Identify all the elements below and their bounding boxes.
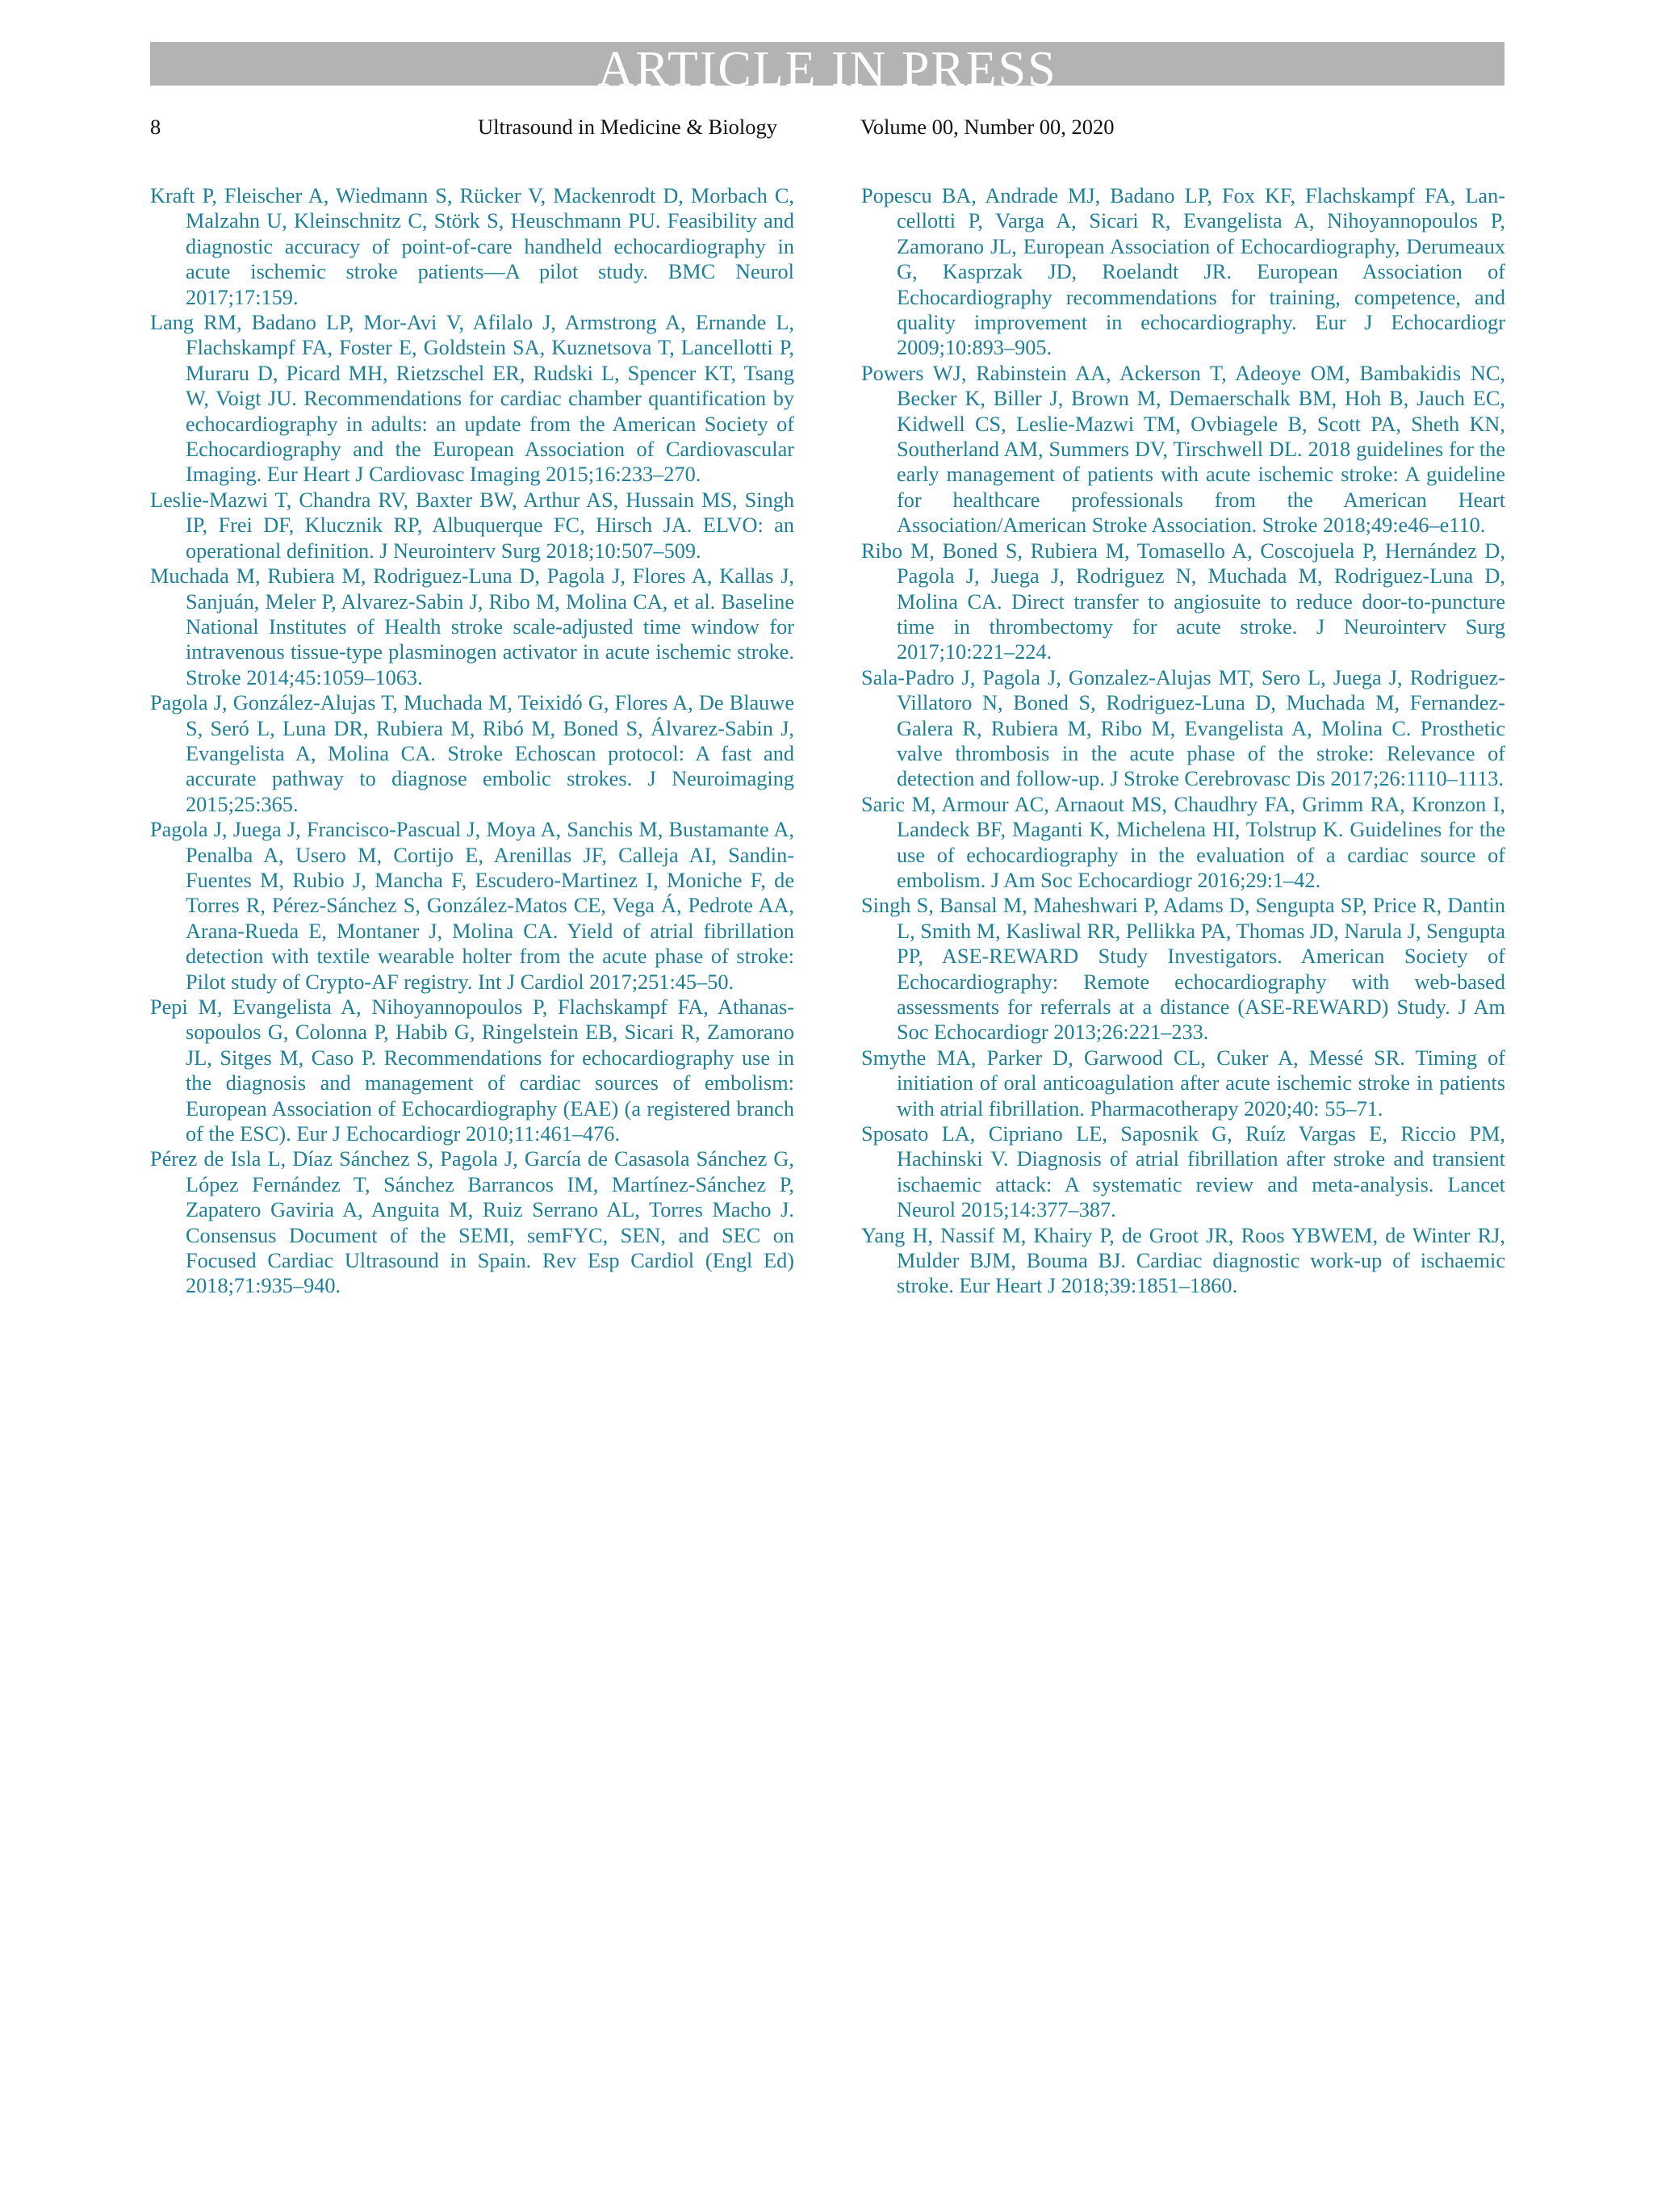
reference-powers-2018[interactable]: Powers WJ, Rabinstein AA, Ackerson T, Adeoye OM, Bambakidis NC, Becker K, Biller J, Brown M, Demaerschalk BM, Hoh B, Jauch EC, Kidwell CS, Leslie-Mazwi TM, Ovbiagele B, Scott PA, Sheth KN, Southerland AM, Summers DV, Tirschwell DL. 2018 guidelines for the early management of patients with acute ischemic stroke: A guideline for healthcare professionals from the American Heart Association/American Stroke Association. Stroke 2018;49:e46–e110. (861, 361, 1505, 538)
article-in-press-banner: ARTICLE IN PRESS (150, 42, 1504, 86)
reference-muchada-2014[interactable]: Muchada M, Rubiera M, Rodriguez-Luna D, Pagola J, Flores A, Kallas J, Sanjuán, Meler P, Alvarez-Sabin J, Ribo M, Molina CA, et al. Baseline National Institutes of Health stroke scale-adjusted time window for intravenous tissue-type plasminogen activator in acute ischemic stroke. Stroke 2014;45:1059–1063. (150, 564, 794, 689)
reference-pagola-2017[interactable]: Pagola J, Juega J, Francisco-Pascual J, Moya A, Sanchis M, Bustamante A, Penalba A, Usero M, Cortijo E, Arenillas JF, Calleja AI, Sandin-Fuentes M, Rubio J, Mancha F, Escudero-Martinez I, Moniche F, de Torres R, Pérez-Sánchez S, González-Matos CE, Vega Á, Pedrote AA, Arana-Rueda E, Montaner J, Molina CA. Yield of atrial fibrillation detection with textile wearable holter from the acute phase of stroke: Pilot study of Crypto-AF registry. Int J Cardiol 2017;251:45–50. (150, 818, 794, 994)
reference-lang-2015[interactable]: Lang RM, Badano LP, Mor-Avi V, Afilalo J, Armstrong A, Ernande L, Flachskampf FA, Foster E, Goldstein SA, Kuznetsova T, Lancellotti P, Muraru D, Picard MH, Rietzschel ER, Rudski L, Spencer KT, Tsang W, Voigt JU. Recommendations for cardiac chamber quantification by echocardiography in adults: an update from the American Society of Echocardiography and the European Association of Cardiovascular Imaging. Eur Heart J Cardiovasc Imaging 2015;16:233–270. (150, 311, 794, 487)
reference-pagola-2015[interactable]: Pagola J, González-Alujas T, Muchada M, Teixidó G, Flores A, De Blauwe S, Seró L, Luna DR, Rubiera M, Ribó M, Boned S, Álvarez-Sabin J, Evangelista A, Molina CA. Stroke Echoscan protocol: A fast and accurate pathway to diagnose embolic strokes. J Neuroimaging 2015;25:365. (150, 691, 794, 816)
reference-singh-2013[interactable]: Singh S, Bansal M, Maheshwari P, Adams D, Sengupta SP, Price R, Dantin L, Smith M, Kasliwal RR, Pellikka PA, Thomas JD, Narula J, Sengupta PP, ASE-REWARD Study Investigators. American Society of Echocardiography: Remote echocardiography with web-based assessments for referrals at a distance (ASE-REWARD) Study. J Am Soc Echocardiogr 2013;26:221–233. (861, 894, 1505, 1045)
reference-list-left-column (150, 183, 794, 1299)
reference-yang-2018[interactable]: Yang H, Nassif M, Khairy P, de Groot JR, Roos YBWEM, de Winter RJ, Mulder BJM, Bouma BJ. Cardiac diagnostic work-up of ischaemic stroke. Eur Heart J 2018;39:1851–1860. (861, 1223, 1505, 1298)
reference-popescu-2009[interactable]: Popescu BA, Andrade MJ, Badano LP, Fox KF, Flachskampf FA, Lancellotti P, Varga A, Sicari R, Evangelista A, Nihoyannopoulos P, Zamorano JL, European Association of Echocardiography, Derumeaux G, Kasprzak JD, Roelandt JR. European Association of Echocardiography recommendations for training, competence, and quality improvement in echocardiography. Eur J Echocardiogr 2009;10:893–905. (861, 184, 1505, 360)
reference-smythe-2020[interactable]: Smythe MA, Parker D, Garwood CL, Cuker A, Messé SR. Timing of initiation of oral anticoagulation after acute ischemic stroke in patients with atrial fibrillation. Pharmacotherapy 2020;40: 55–71. (861, 1045, 1505, 1121)
reference-list-right-column (861, 183, 1505, 1299)
reference-perez-de-isla-2018[interactable]: Pérez de Isla L, Díaz Sánchez S, Pagola J, García de Casasola Sánchez G, López Fernández T, Sánchez Barrancos IM, Martínez-Sánchez P, Zapatero Gaviria A, Anguita M, Ruiz Serrano AL, Torres Macho J. Consensus Document of the SEMI, semFYC, SEN, and SEC on Focused Cardiac Ultrasound in Spain. Rev Esp Cardiol (Engl Ed) 2018;71:935–940. (150, 1147, 794, 1298)
reference-sposato-2015[interactable]: Sposato LA, Cipriano LE, Saposnik G, Ruíz Vargas E, Riccio PM, Hachinski V. Diagnosis of atrial fibrillation after stroke and transient ischaemic attack: A systematic review and meta-analysis. Lancet Neurol 2015;14:377–387. (861, 1122, 1505, 1222)
reference-leslie-mazwi-2018[interactable]: Leslie-Mazwi T, Chandra RV, Baxter BW, Arthur AS, Hussain MS, Singh IP, Frei DF, Klucznik RP, Albuquerque FC, Hirsch JA. ELVO: an operational definition. J Neurointerv Surg 2018;10:507–509. (150, 488, 794, 563)
reference-pepi-2010[interactable]: Pepi M, Evangelista A, Nihoyannopoulos P, Flachskampf FA, Athanassopoulos G, Colonna P, Habib G, Ringelstein EB, Sicari R, Zamorano JL, Sitges M, Caso P. Recommendations for echocardiography use in the diagnosis and management of cardiac sources of embolism: European Association of Echocardiography (EAE) (a registered branch of the ESC). Eur J Echocardiogr 2010;11:461–476. (150, 995, 794, 1146)
journal-name: Ultrasound in Medicine & Biology (478, 115, 777, 139)
reference-saric-2016[interactable]: Saric M, Armour AC, Arnaout MS, Chaudhry FA, Grimm RA, Kronzon I, Landeck BF, Maganti K, Michelena HI, Tolstrup K. Guidelines for the use of echocardiography in the evaluation of a cardiac source of embolism. J Am Soc Echocardiogr 2016;29:1–42. (861, 792, 1505, 892)
reference-ribo-2017[interactable]: Ribo M, Boned S, Rubiera M, Tomasello A, Coscojuela P, Hernández D, Pagola J, Juega J, Rodriguez N, Muchada M, Rodriguez-Luna D, Molina CA. Direct transfer to angiosuite to reduce door-to-puncture time in thrombectomy for acute stroke. J Neurointerv Surg 2017;10:221–224. (861, 538, 1505, 664)
volume-info: Volume 00, Number 00, 2020 (860, 115, 1115, 139)
page-number: 8 (150, 115, 161, 139)
reference-sala-padro-2017[interactable]: Sala-Padro J, Pagola J, Gonzalez-Alujas MT, Sero L, Juega J, Rodriguez-Villatoro N, Boned S, Rodriguez-Luna D, Muchada M, Fernandez-Galera R, Rubiera M, Ribo M, Evangelista A, Molina C. Prosthetic valve thrombosis in the acute phase of the stroke: Relevance of detection and follow-up. J Stroke Cerebrovasc Dis 2017;26:1110–1113. (861, 665, 1505, 791)
reference-kraft-2017[interactable]: Kraft P, Fleischer A, Wiedmann S, Rücker V, Mackenrodt D, Morbach C, Malzahn U, Kleinschnitz C, Störk S, Heuschmann PU. Feasibility and diagnostic accuracy of point-of-care handheld echocardiography in acute ischemic stroke patients—A pilot study. BMC Neurol 2017;17:159. (150, 184, 794, 309)
